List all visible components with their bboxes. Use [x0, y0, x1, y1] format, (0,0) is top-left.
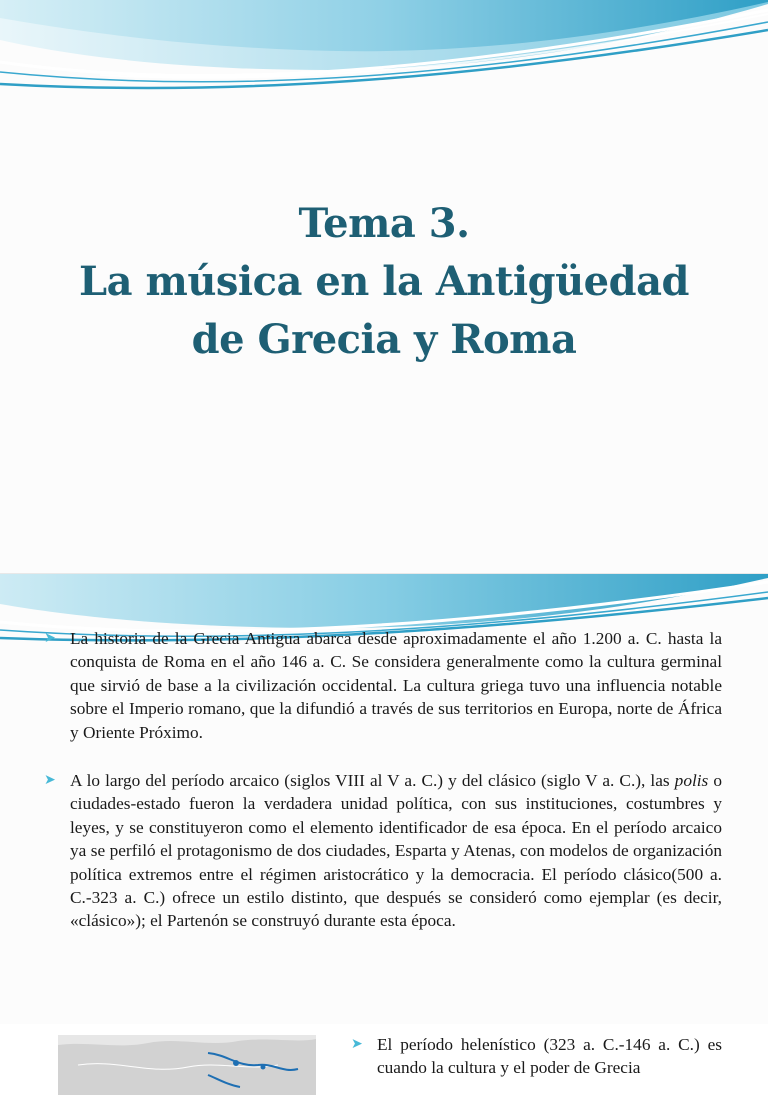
- arrow-right-icon: ➤: [44, 631, 56, 646]
- content-slide: [0, 574, 768, 1078]
- map-image: [58, 1035, 316, 1095]
- bullet-item: [44, 769, 722, 933]
- bullet-text: La historia de la Grecia Antigua abarca desde aproximadamente el año 1.200 a. C. hasta la conquista de Roma en el año 146 a. C. Se considera generalmente como la cultura germinal que sirvió de base a la civilización occidental. La cultura griega tuvo una influencia notable sobre el Imperio romano, que la difundió a través de sus territorios en Europa, norte de África y Oriente Próximo.: [70, 629, 722, 742]
- wave-header-decoration: [0, 0, 768, 95]
- bullet-text-part: A lo largo del período arcaico (siglos VIII al V a. C.) y del clásico (siglo V a. C.), las: [70, 771, 675, 790]
- title-line-1: Tema 3.: [298, 200, 470, 247]
- bullet-text-italic: polis: [674, 771, 709, 790]
- arrow-right-icon: ➤: [44, 773, 56, 788]
- bullet-text: El período helenístico (323 a. C.-146 a. C.) es cuando la cultura y el poder de Grecia: [377, 1035, 722, 1078]
- slide-title: [0, 195, 768, 369]
- title-line-2: La música en la Antigüedad: [79, 258, 689, 305]
- bullet-text-part: o ciudades-estado fueron la verdadera unidad política, con sus instituciones, costumbres y leyes, y se constituyeron como el elemento identificador de esa época. En el período arcaico ya se perfiló el protagonismo de dos ciudades, Esparta y Atenas, con modelos de organización política extremos entre el régimen aristocrático y la democracia. El período clásico(500 a. C.-323 a. C.) ofrece un estilo distinto, que después se consideró como ejemplar (es decir, «clásico»); el Partenón se construyó durante esta época.: [70, 771, 722, 931]
- title-line-3: de Grecia y Roma: [191, 316, 577, 363]
- bullet-item: [351, 1033, 722, 1080]
- arrow-right-icon: ➤: [351, 1037, 363, 1052]
- bullet-item: [44, 627, 722, 744]
